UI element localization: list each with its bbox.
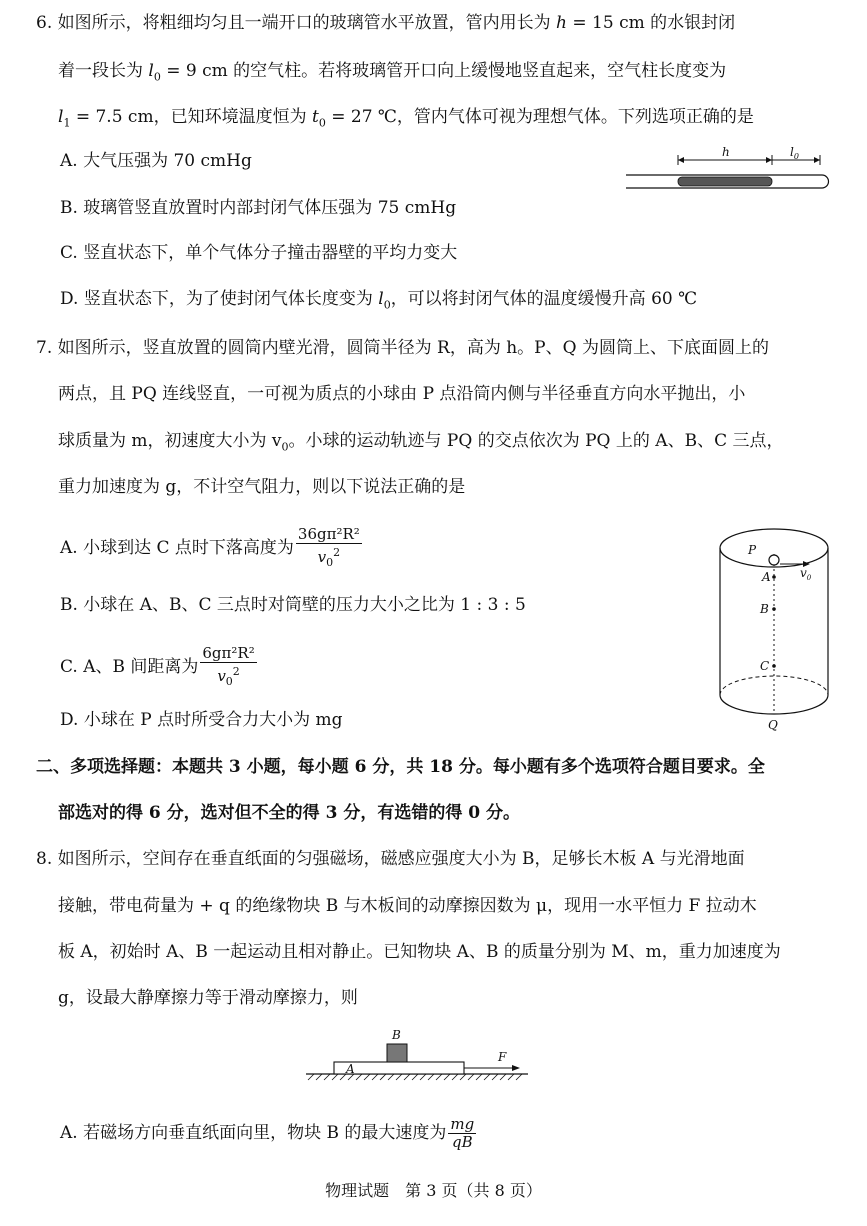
- q6-line-2: 着一段长为 $l_0 = 9$ cm 的空气柱。若将玻璃管开口向上缓慢地竖直起来，空气柱长度变为: [58, 61, 727, 84]
- q7-option-a: A. 小球到达 C 点时下落高度为 $\frac{\text{36gπ²R²}}{v_0^2}$: [60, 525, 360, 569]
- q8-board-figure: [300, 1022, 532, 1084]
- q7-fig-label-p: P: [748, 543, 757, 557]
- q7-line-3: 球质量为 m，初速度大小为 $v_0$。小球的运动轨迹与 PQ 的交点依次为 PQ 上的 A、B、C 三点，: [58, 431, 784, 454]
- q7-option-c-fraction: $\frac{\text{6gπ²R²}}{v_0^2}$: [202, 644, 255, 688]
- q6-fig-label-l0: $l_0$: [790, 145, 799, 161]
- section-2-line-2: 部选对的得 6 分，选对但不全的得 3 分，有选错的得 0 分。: [58, 803, 520, 823]
- q8-option-a-fraction: $\frac{mg}{qB}$: [450, 1115, 475, 1151]
- section-2-line-1: 二、多项选择题：本题共 3 小题，每小题 6 分，共 18 分。每小题有多个选项符合题目要求。全: [36, 757, 765, 777]
- q8-option-a: A. 若磁场方向垂直纸面向里，物块 B 的最大速度为 $\frac{mg}{qB}$: [60, 1115, 475, 1151]
- q6-line-1: 6. 如图所示，将粗细均匀且一端开口的玻璃管水平放置，管内用长为 h = 15 cm 的水银封闭: [36, 13, 736, 33]
- q6-tube-figure: [622, 142, 832, 198]
- q6-line-3: $l_1 = 7.5$ cm，已知环境温度恒为 $t_0 = 27$ ℃，管内气体可视为理想气体。下列选项正确的是: [58, 107, 754, 130]
- page-footer: 物理试题 第 3 页（共 8 页）: [325, 1181, 542, 1200]
- q7-line-2: 两点，且 PQ 连线竖直，一可视为质点的小球由 P 点沿筒内侧与半径垂直方向水平抛出，小: [58, 384, 746, 404]
- q7-fig-label-a: A: [762, 570, 771, 584]
- q7-fig-label-c: C: [760, 659, 770, 673]
- q7-fig-label-b: B: [760, 602, 769, 616]
- q8-line-3: 板 A，初始时 A、B 一起运动且相对静止。已知物块 A、B 的质量分别为 M、m，重力加速度为: [58, 942, 781, 962]
- q7-option-d: D. 小球在 P 点时所受合力大小为 mg: [60, 710, 343, 730]
- q7-option-c: C. A、B 间距离为 $\frac{\text{6gπ²R²}}{v_0^2}$: [60, 644, 255, 688]
- q7-fig-label-q: Q: [768, 718, 778, 732]
- q7-option-a-fraction: $\frac{\text{36gπ²R²}}{v_0^2}$: [297, 525, 360, 569]
- q6-option-d: D. 竖直状态下，为了使封闭气体长度变为 $l_0$，可以将封闭气体的温度缓慢升高 60 ℃: [60, 289, 698, 312]
- q7-line-4: 重力加速度为 g，不计空气阻力，则以下说法正确的是: [58, 477, 466, 497]
- q7-cylinder-figure: [712, 520, 837, 742]
- q7-line-1: 7. 如图所示，竖直放置的圆筒内壁光滑，圆筒半径为 R，高为 h。P、Q 为圆筒上、下底面圆上的: [36, 338, 769, 358]
- q8-fig-label-f: F: [498, 1050, 507, 1064]
- q7-fig-label-v0: $v_0$: [800, 566, 812, 582]
- q6-fig-label-h: h: [722, 145, 730, 159]
- q8-line-2: 接触，带电荷量为 + q 的绝缘物块 B 与木板间的动摩擦因数为 μ，现用一水平恒力 F 拉动木: [58, 896, 757, 916]
- q8-fig-label-a: A: [346, 1062, 355, 1076]
- q8-line-1: 8. 如图所示，空间存在垂直纸面的匀强磁场，磁感应强度大小为 B，足够长木板 A 与光滑地面: [36, 849, 745, 869]
- q6-option-c: C. 竖直状态下，单个气体分子撞击器壁的平均力变大: [60, 243, 458, 263]
- q6-option-b: B. 玻璃管竖直放置时内部封闭气体压强为 75 cmHg: [60, 198, 457, 218]
- q7-option-b: B. 小球在 A、B、C 三点时对筒壁的压力大小之比为 1 : 3 : 5: [60, 595, 526, 615]
- q8-fig-label-b: B: [392, 1028, 401, 1042]
- q8-line-4: g，设最大静摩擦力等于滑动摩擦力，则: [58, 988, 358, 1008]
- q6-option-a: A. 大气压强为 70 cmHg: [60, 151, 252, 171]
